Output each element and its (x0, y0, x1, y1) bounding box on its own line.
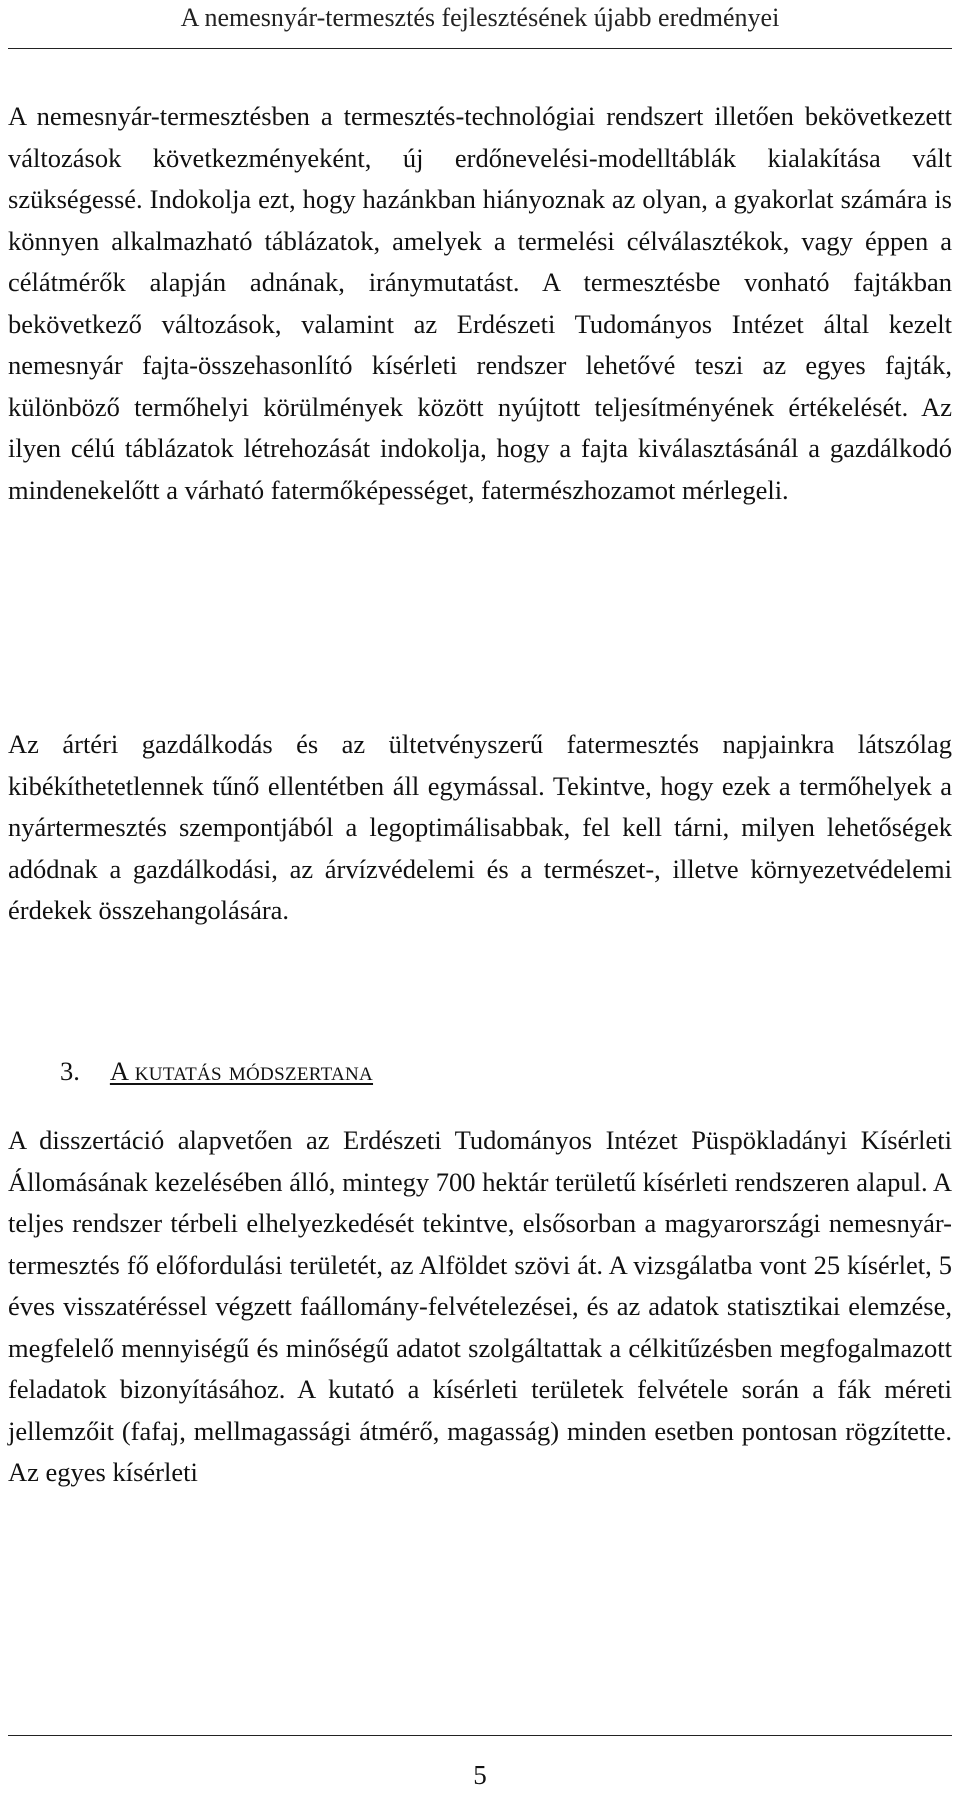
paragraph-1: A nemesnyár-termesztésben a termesztés-technológiai rendszert illetően bekövetkezett változások következményeként, új erdőnevelési-modelltáblák kialakítása vált szükségessé. Indokolja ezt, hogy hazánkban hiányoznak az olyan, a gyakorlat számára is könnyen alkalmazható táblázatok, amelyek a termelési célválasztékok, vagy éppen a célátmérők alapján adnának, iránymutatást. A termesztésbe vonható fajtákban bekövetkező változások, valamint az Erdészeti Tudományos Intézet által kezelt nemesnyár fajta-összehasonlító kísérleti rendszer lehetővé teszi az egyes fajták, különböző termőhelyi körülmények között nyújtott teljesítményének értékelését. Az ilyen célú táblázatok létrehozását indokolja, hogy a fajta kiválasztásánál a gazdálkodó mindenekelőtt a várható fatermőképességet, fatermészhozamot mérlegeli. (8, 101, 952, 505)
section-number: 3. (60, 1056, 80, 1086)
section-heading (60, 1054, 373, 1088)
section-title: A kutatás módszertana (109, 1056, 374, 1086)
paragraph-3: A disszertáció alapvetően az Erdészeti Tudományos Intézet Püspökladányi Kísérleti Állomásának kezelésében álló, mintegy 700 hektár területű kísérleti rendszeren alapul. A teljes rendszer térbeli elhelyezkedését tekintve, elsősorban a magyarországi nemesnyár-termesztés fő előfordulási területét, az Alföldet szövi át. A vizsgálatba vont 25 kísérlet, 5 éves visszatéréssel végzett faállomány-felvételezései, és az adatok statisztikai elemzése, megfelelő mennyiségű és minőségű adatot szolgáltattak a célkitűzésben megfogalmazott feladatok bizonyításához. A kutató a kísérleti területek felvétele során a fák méreti jellemzőit (fafaj, mellmagassági átmérő, magasság) minden esetben pontosan rögzítette. Az egyes kísérleti (8, 1125, 952, 1487)
page-number: 5 (473, 1760, 487, 1790)
footer-divider (8, 1735, 952, 1736)
paragraph-2: Az ártéri gazdálkodás és az ültetvényszerű fatermesztés napjainkra látszólag kibékíthetetlennek tűnő ellentétben áll egymással. Tekintve, hogy ezek a termőhelyek a nyártermesztés szempontjából a legoptimálisabbak, fel kell tárni, milyen lehetőségek adódnak a gazdálkodási, az árvízvédelemi és a természet-, illetve környezetvédelemi érdekek összehangolására. (8, 729, 952, 925)
running-header: A nemesnyár-termesztés fejlesztésének újabb eredményei (180, 3, 780, 32)
header-divider (8, 48, 952, 49)
